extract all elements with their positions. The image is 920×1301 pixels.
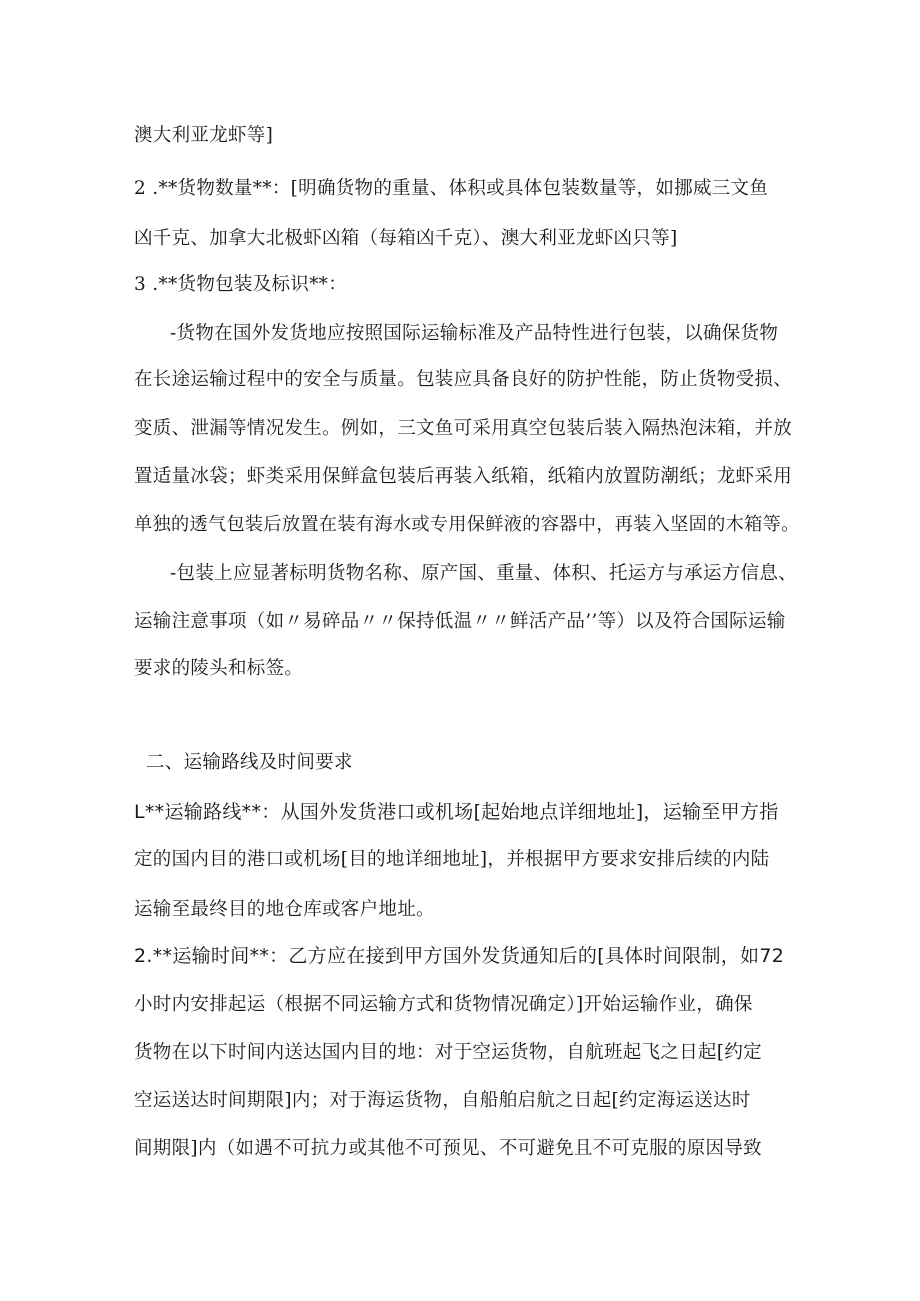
text-line: 定的国内目的港口或机场[目的地详细地址]，并根据甲方要求安排后续的内陆: [134, 849, 770, 870]
packaging-paragraph-start: -货物在国外发货地应按照国际运输标准及产品特性进行包装，以确保货物: [170, 323, 779, 344]
text-line: 凶千克、加拿大北极虾凶箱（每箱凶千克）、澳大利亚龙虾凶只等]: [134, 228, 678, 249]
text-line: 在长途运输过程中的安全与质量。包装应具备良好的防护性能，防止货物受损、: [134, 369, 793, 390]
item-transport-time: 2.**运输时间**：乙方应在接到甲方国外发货通知后的[具体时间限制，如72: [134, 945, 785, 967]
text-line: 货物在以下时间内送达国内目的地：对于空运货物，自航班起飞之日起[约定: [134, 1042, 762, 1063]
item-transport-route: L**运输路线**：从国外发货港口或机场[起始地点详细地址]，运输至甲方指: [134, 801, 779, 823]
section-heading-route-time: 二、运输路线及时间要求: [146, 752, 353, 773]
text-line: 要求的陵头和标签。: [134, 658, 304, 679]
text-line-continuation: 澳大利亚龙虾等]: [134, 125, 274, 146]
text-line: 单独的透气包装后放置在装有海水或专用保鲜液的容器中，再装入坚固的木箱等。: [134, 514, 800, 535]
item-packaging-marking: 3 .**货物包装及标识**：: [134, 274, 348, 295]
marking-paragraph-start: -包装上应显著标明货物名称、原产国、重量、体积、托运方与承运方信息、: [170, 563, 797, 584]
text-line: 运输注意事项（如〃易碎品〃〃保持低温〃〃鲜活产品’’等）以及符合国际运输: [134, 611, 786, 632]
text-line: 置适量冰袋；虾类采用保鲜盒包装后再装入纸箱，纸箱内放置防潮纸；龙虾采用: [134, 466, 793, 487]
text-line: 小时内安排起运（根据不同运输方式和货物情况确定）]开始运输作业，确保: [134, 994, 753, 1015]
text-line: 运输至最终目的地仓库或客户地址。: [134, 899, 435, 920]
text-line: 间期限]内（如遇不可抗力或其他不可预见、不可避免且不可克服的原因导致: [134, 1138, 762, 1159]
text-line: 变质、泄漏等情况发生。例如，三文鱼可采用真空包装后装入隔热泡沫箱，并放: [134, 418, 793, 439]
item-goods-quantity: 2 .**货物数量**：[明确货物的重量、体积或具体包装数量等，如挪威三文鱼: [134, 178, 769, 199]
text-line: 空运送达时间期限]内；对于海运货物，自船舶启航之日起[约定海运送达时: [134, 1090, 751, 1111]
